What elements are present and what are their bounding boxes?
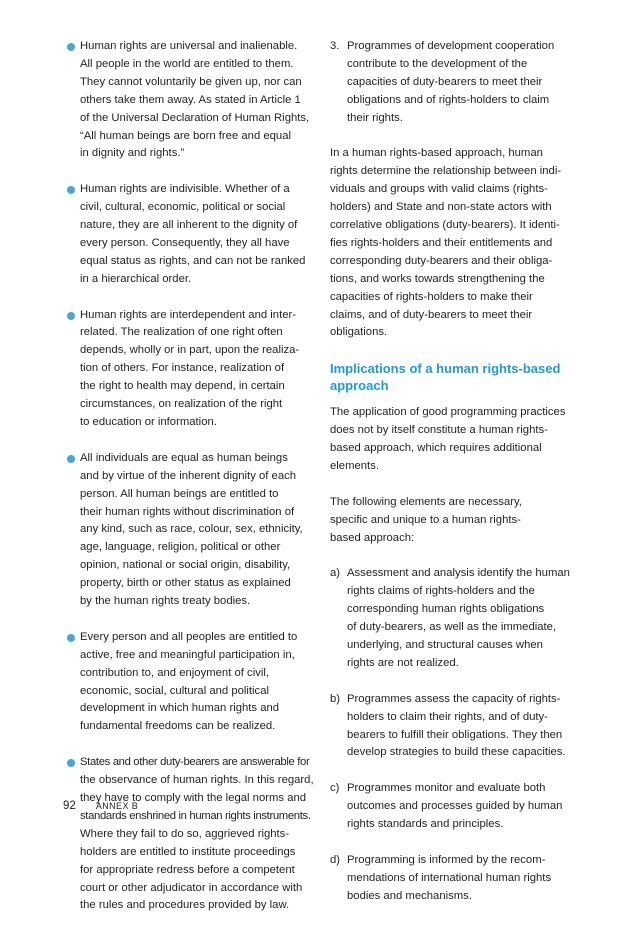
heading-line: approach	[330, 378, 389, 394]
text-line: Programming is informed by the recom-	[347, 853, 546, 866]
text-line: Human rights are indivisible. Whether of a	[80, 183, 290, 196]
text-line: Programmes assess the capacity of rights-	[347, 692, 561, 705]
text-line: does not by itself constitute a human rights-	[330, 424, 548, 437]
item-number: 3.	[330, 40, 340, 52]
lettered-item-b	[330, 691, 578, 763]
text-line: development in which human rights and	[80, 702, 280, 715]
page-footer	[63, 798, 138, 816]
text-line: develop strategies to build these capacities.	[347, 746, 566, 759]
text-line: others take them away. As stated in Article 1	[80, 93, 301, 106]
bullet-item-equality	[63, 450, 315, 611]
text-line: Every person and all peoples are entitled to	[80, 630, 298, 643]
item-letter: a)	[330, 567, 341, 580]
text-line: rights determine the relationship between indi-	[330, 165, 562, 178]
text-line: their rights.	[347, 111, 403, 124]
text-line: capacities of rights-holders to make their	[330, 290, 533, 303]
text-line: person. All human beings are entitled to	[80, 487, 279, 500]
text-line: they have to comply with the legal norms and	[80, 791, 307, 804]
text-line: specific and unique to a human rights-	[330, 513, 521, 526]
text-line: economic, social, cultural and political	[80, 684, 270, 697]
text-line: any kind, such as race, colour, sex, ethnicity,	[80, 523, 303, 536]
text-line: in dignity and rights.”	[80, 147, 185, 160]
text-line: nature, they are all inherent to the dignity of	[80, 219, 298, 232]
text-line: Where they fail to do so, aggrieved rights-	[80, 827, 290, 840]
text-line: fies rights-holders and their entitlements and	[330, 236, 553, 249]
text-line: correlative obligations (duty-bearers). It identi-	[330, 219, 560, 232]
text-line: claims, and of duty-bearers to meet their	[330, 308, 533, 321]
text-line: equal status as rights, and can not be ranked	[80, 254, 306, 267]
lettered-item-d	[330, 852, 578, 906]
text-line: the rules and procedures provided by law.	[80, 899, 290, 912]
numbered-item-3	[330, 38, 578, 128]
bullet-dot-icon	[67, 186, 75, 194]
text-line: for appropriate redress before a competent	[80, 863, 295, 876]
text-line: based approach, which requires additional	[330, 442, 542, 455]
text-line: Programmes of development cooperation	[347, 40, 555, 52]
text-line: The application of good programming practices	[330, 406, 566, 419]
text-line: Assessment and analysis identify the human	[347, 567, 570, 580]
section-heading	[330, 360, 578, 394]
bullet-dot-icon	[67, 43, 75, 51]
bullet-item-accountability	[63, 754, 315, 915]
text-line: mendations of international human rights	[347, 871, 552, 884]
text-line: civil, cultural, economic, political or social	[80, 201, 286, 214]
text-line: corresponding duty-bearers and their obliga-	[330, 254, 553, 267]
text-line: court or other adjudicator in accordance with	[80, 881, 303, 894]
text-line: “All human beings are born free and equal	[80, 129, 292, 142]
text-line: in a hierarchical order.	[80, 272, 192, 285]
text-line: active, free and meaningful participation in,	[80, 648, 295, 661]
item-letter: b)	[330, 692, 341, 705]
text-line: capacities of duty-bearers to meet their	[347, 75, 543, 88]
text-line: elements.	[330, 460, 379, 472]
heading-line: Implications of a human rights-based	[330, 361, 561, 377]
text-line: Human rights are interdependent and inter-	[80, 308, 297, 321]
text-line: contribution to, and enjoyment of civil,	[80, 666, 270, 679]
text-line: standards enshrined in human rights instruments.	[80, 809, 311, 822]
bullet-dot-icon	[67, 312, 75, 320]
bullet-dot-icon	[67, 634, 75, 642]
text-line: All people in the world are entitled to them.	[80, 57, 294, 70]
text-line: the observance of human rights. In this regard,	[80, 774, 314, 787]
text-line: obligations and of rights-holders to claim	[347, 93, 550, 106]
text-line: related. The realization of one right often	[80, 326, 283, 339]
text-line: fundamental freedoms can be realized.	[80, 720, 276, 733]
text-line: Human rights are universal and inalienable.	[80, 40, 298, 52]
text-line: Programmes monitor and evaluate both	[347, 782, 546, 795]
text-line: and by virtue of the inherent dignity of each	[80, 469, 297, 482]
text-line: to education or information.	[80, 416, 217, 428]
text-line: their human rights without discrimination of	[80, 505, 295, 518]
text-line: the right to health may depend, in certain	[80, 380, 285, 393]
text-line: States and other duty-bearers are answerable for	[80, 756, 310, 769]
text-line: tion of others. For instance, realization of	[80, 362, 285, 375]
paragraph-hrba-relationship	[330, 145, 578, 342]
text-line: viduals and groups with valid claims (rights-	[330, 183, 548, 196]
text-line: holders are entitled to institute proceedings	[80, 845, 296, 858]
text-line: outcomes and processes guided by human	[347, 800, 563, 813]
text-line: holders to claim their rights, and of duty-	[347, 710, 548, 723]
text-line: obligations.	[330, 326, 388, 339]
page-number: 92	[63, 800, 76, 812]
text-line: of the Universal Declaration of Human Rights,	[80, 111, 310, 124]
text-line: every person. Consequently, they all have	[80, 236, 290, 249]
text-line: circumstances, on realization of the right	[80, 398, 283, 411]
text-line: by the human rights treaty bodies.	[80, 595, 251, 608]
text-line: of duty-bearers, as well as the immediate,	[347, 621, 557, 634]
text-line: They cannot voluntarily be given up, nor can	[80, 75, 302, 88]
bullet-item-interdependent	[63, 307, 315, 432]
text-line: holders) and State and non-state actors with	[330, 201, 552, 214]
right-column	[330, 38, 578, 923]
text-line: bearers to fulfill their obligations. They then	[347, 728, 563, 741]
text-line: rights standards and principles.	[347, 818, 504, 831]
text-line: corresponding human rights obligations	[347, 603, 545, 616]
bullet-item-indivisible	[63, 181, 315, 288]
paragraph-good-practices	[330, 404, 578, 476]
text-line: depends, wholly or in part, upon the realiza-	[80, 344, 300, 357]
text-line: In a human rights-based approach, human	[330, 147, 543, 160]
text-line: tions, and works towards strengthening the	[330, 272, 545, 285]
text-line: underlying, and structural causes when	[347, 639, 543, 652]
item-letter: d)	[330, 853, 341, 866]
text-line: All individuals are equal as human beings	[80, 451, 288, 464]
text-line: based approach:	[330, 531, 415, 544]
text-line: rights are not realized.	[347, 656, 459, 669]
lettered-item-a	[330, 565, 578, 672]
text-line: The following elements are necessary,	[330, 495, 522, 508]
item-letter: c)	[330, 782, 340, 795]
bullet-dot-icon	[67, 759, 75, 767]
text-line: opinion, national or social origin, disability,	[80, 559, 291, 572]
bullet-item-universal	[63, 38, 315, 163]
lettered-item-c	[330, 780, 578, 834]
section-label: ANNEX B	[95, 801, 139, 811]
text-line: age, language, religion, political or other	[80, 541, 281, 554]
text-line: bodies and mechanisms.	[347, 889, 472, 902]
text-line: property, birth or other status as explained	[80, 577, 291, 590]
text-line: contribute to the development of the	[347, 57, 528, 70]
text-line: rights claims of rights-holders and the	[347, 585, 535, 598]
bullet-dot-icon	[67, 455, 75, 463]
bullet-item-participation	[63, 629, 315, 736]
paragraph-elements-intro	[330, 494, 578, 548]
